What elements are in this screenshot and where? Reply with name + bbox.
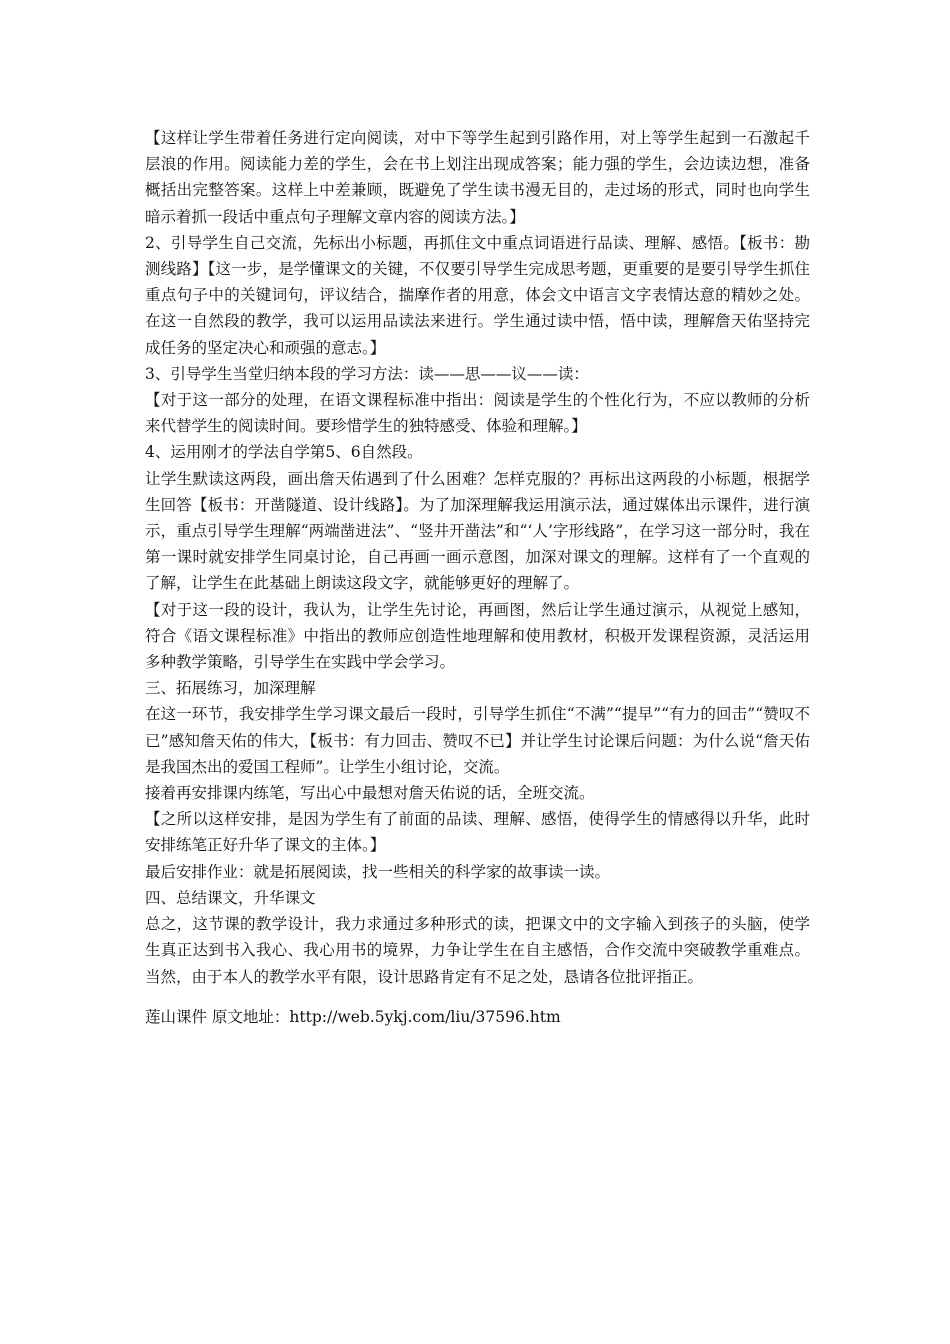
- paragraph: 在这一环节，我安排学生学习课文最后一段时，引导学生抓住“不满”“提早”“有力的回击”“赞叹不已”感知詹天佑的伟大，【板书：有力回击、赞叹不已】并让学生讨论课后问题：为什么说“詹天佑是我国杰出的爱国工程师”。让学生小组讨论，交流。: [145, 705, 810, 776]
- footer-source-link: 莲山课件 原文地址：http://web.5ykj.com/liu/37596.htm: [145, 1007, 561, 1026]
- paragraph: 接着再安排课内练笔，写出心中最想对詹天佑说的话，全班交流。: [145, 784, 595, 803]
- paragraph: 让学生默读这两段，画出詹天佑遇到了什么困难？怎样克服的？再标出这两段的小标题，根据学生回答【板书：开凿隧道、设计线路】。为了加深理解我运用演示法，通过媒体出示课件，进行演示，重点引导学生理解“两端凿进法”、“竖井开凿法”和“‘人’字形线路”，在学习这一部分时，我在第一课时就安排学生同桌讨论，自己再画一画示意图，加深对课文的理解。这样有了一个直观的了解，让学生在此基础上朗读这段文字，就能够更好的理解了。: [145, 469, 810, 593]
- paragraph: 【对于这一部分的处理，在语文课程标准中指出：阅读是学生的个性化行为，不应以教师的分析来代替学生的阅读时间。要珍惜学生的独特感受、体验和理解。】: [145, 391, 810, 436]
- paragraph: 3、引导学生当堂归纳本段的学习方法：读——思——议——读：: [145, 364, 589, 383]
- document-body: [145, 125, 810, 1030]
- section-heading: 三、拓展练习，加深理解: [145, 679, 316, 698]
- paragraph: 4、运用刚才的学法自学第5、6自然段。: [145, 443, 423, 462]
- paragraph: 【这样让学生带着任务进行定向阅读，对中下等学生起到引路作用，对上等学生起到一石激起千层浪的作用。阅读能力差的学生，会在书上划注出现成答案；能力强的学生，会边读边想，准备概括出完整答案。这样上中差兼顾，既避免了学生读书漫无目的，走过场的形式，同时也向学生暗示着抓一段话中重点句子理解文章内容的阅读方法。】: [145, 129, 810, 226]
- paragraph: 总之，这节课的教学设计，我力求通过多种形式的读，把课文中的文字输入到孩子的头脑，使学生真正达到书入我心、我心用书的境界，力争让学生在自主感悟，合作交流中突破教学重难点。当然，由于本人的教学水平有限，设计思路肯定有不足之处，恳请各位批评指正。: [145, 915, 810, 986]
- section-heading: 四、总结课文，升华课文: [145, 888, 316, 907]
- paragraph: 2、引导学生自己交流，先标出小标题，再抓住文中重点词语进行品读、理解、感悟。【板书：勘测线路】【这一步，是学懂课文的关键，不仅要引导学生完成思考题，更重要的是要引导学生抓住重点句子中的关键词句，评议结合，揣摩作者的用意，体会文中语言文字表情达意的精妙之处。在这一自然段的教学，我可以运用品读法来进行。学生通过读中悟，悟中读，理解詹天佑坚持完成任务的坚定决心和顽强的意志。】: [145, 233, 810, 357]
- paragraph: 【之所以这样安排，是因为学生有了前面的品读、理解、感悟，使得学生的情感得以升华，此时安排练笔正好升华了课文的主体。】: [145, 810, 810, 855]
- paragraph: 最后安排作业：就是拓展阅读，找一些相关的科学家的故事读一读。: [145, 862, 611, 881]
- paragraph: 【对于这一段的设计，我认为，让学生先讨论，再画图，然后让学生通过演示，从视觉上感知，符合《语文课程标准》中指出的教师应创造性地理解和使用教材，积极开发课程资源，灵活运用多种教学策略，引导学生在实践中学会学习。: [145, 600, 810, 672]
